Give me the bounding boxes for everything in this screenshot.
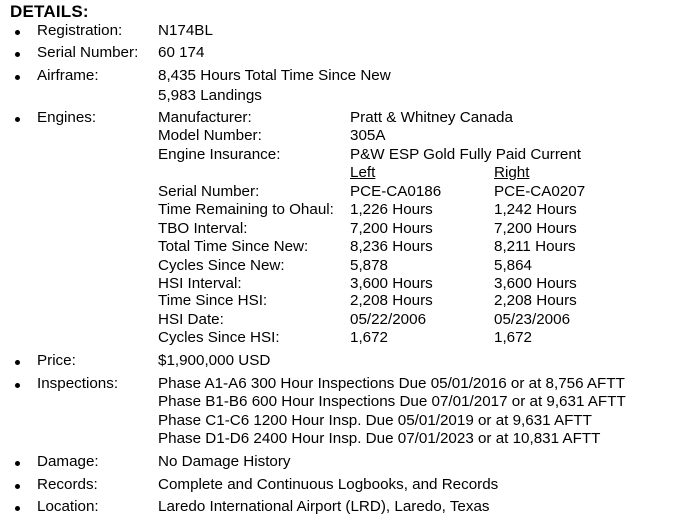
engine-row-label: Time Since HSI: [158,292,268,309]
engine-row-left: 1,226 Hours [350,201,433,218]
bullet-icon [15,75,20,80]
bullet-icon [15,383,20,388]
location-value: Laredo International Airport (LRD), Laredo, Texas [158,498,490,515]
records-value: Complete and Continuous Logbooks, and Records [158,476,499,493]
engine-row-left: 7,200 Hours [350,220,433,237]
inspection-line: Phase B1-B6 600 Hour Inspections Due 07/01/2017 or at 9,631 AFTT [158,393,626,410]
serial-label: Serial Number: [37,44,139,61]
engine-row-left: 1,672 [350,329,389,346]
engine-row-label: TBO Interval: [158,220,248,237]
engines-label: Engines: [37,109,97,126]
registration-label: Registration: [37,22,123,39]
engine-row-label: Cycles Since HSI: [158,329,280,346]
model-value: 305A [350,127,386,144]
inspection-line: Phase A1-A6 300 Hour Inspections Due 05/01/2016 or at 8,756 AFTT [158,375,625,392]
records-label: Records: [37,476,98,493]
engine-left-header: Left [350,164,376,181]
engine-row-right: PCE-CA0207 [494,183,586,200]
serial-value: 60 174 [158,44,205,61]
engine-row-label: HSI Interval: [158,275,242,292]
engine-row-label: Total Time Since New: [158,238,309,255]
engine-row-label: Serial Number: [158,183,260,200]
engine-row-right: 8,211 Hours [494,238,576,255]
engine-row-left: 05/22/2006 [350,311,427,328]
price-value: $1,900,000 USD [158,352,271,369]
engine-row-right: 05/23/2006 [494,311,571,328]
engine-row-right: 7,200 Hours [494,220,577,237]
bullet-icon [15,360,20,365]
location-label: Location: [37,498,99,515]
bullet-icon [15,506,20,511]
insurance-label: Engine Insurance: [158,146,281,163]
registration-value: N174BL [158,22,213,39]
insurance-value: P&W ESP Gold Fully Paid Current [350,146,581,163]
damage-value: No Damage History [158,453,291,470]
engine-row-label: Time Remaining to Ohaul: [158,201,334,218]
engine-row-left: PCE-CA0186 [350,183,442,200]
engine-row-label: HSI Date: [158,311,224,328]
engine-row-left: 2,208 Hours [350,292,433,309]
engine-row-right: 1,242 Hours [494,201,577,218]
inspections-label: Inspections: [37,375,119,392]
bullet-icon [15,52,20,57]
engine-row-right: 3,600 Hours [494,275,577,292]
airframe-landings: 5,983 Landings [158,87,262,104]
engine-row-left: 5,878 [350,257,389,274]
manufacturer-label: Manufacturer: [158,109,252,126]
engine-row-right: 2,208 Hours [494,292,577,309]
manufacturer-value: Pratt & Whitney Canada [350,109,513,126]
engine-row-label: Cycles Since New: [158,257,285,274]
airframe-label: Airframe: [37,67,99,84]
engine-row-left: 3,600 Hours [350,275,433,292]
inspection-line: Phase C1-C6 1200 Hour Insp. Due 05/01/2019 or at 9,631 AFTT [158,412,592,429]
damage-label: Damage: [37,453,99,470]
bullet-icon [15,117,20,122]
details-heading: DETAILS: [10,2,89,21]
engine-right-header: Right [494,164,530,181]
bullet-icon [15,30,20,35]
airframe-total-time: 8,435 Hours Total Time Since New [158,67,391,84]
engine-row-right: 5,864 [494,257,533,274]
engine-row-left: 8,236 Hours [350,238,433,255]
bullet-icon [15,484,20,489]
price-label: Price: [37,352,76,369]
bullet-icon [15,461,20,466]
engine-row-right: 1,672 [494,329,533,346]
model-label: Model Number: [158,127,262,144]
inspection-line: Phase D1-D6 2400 Hour Insp. Due 07/01/2023 or at 10,831 AFTT [158,430,601,447]
